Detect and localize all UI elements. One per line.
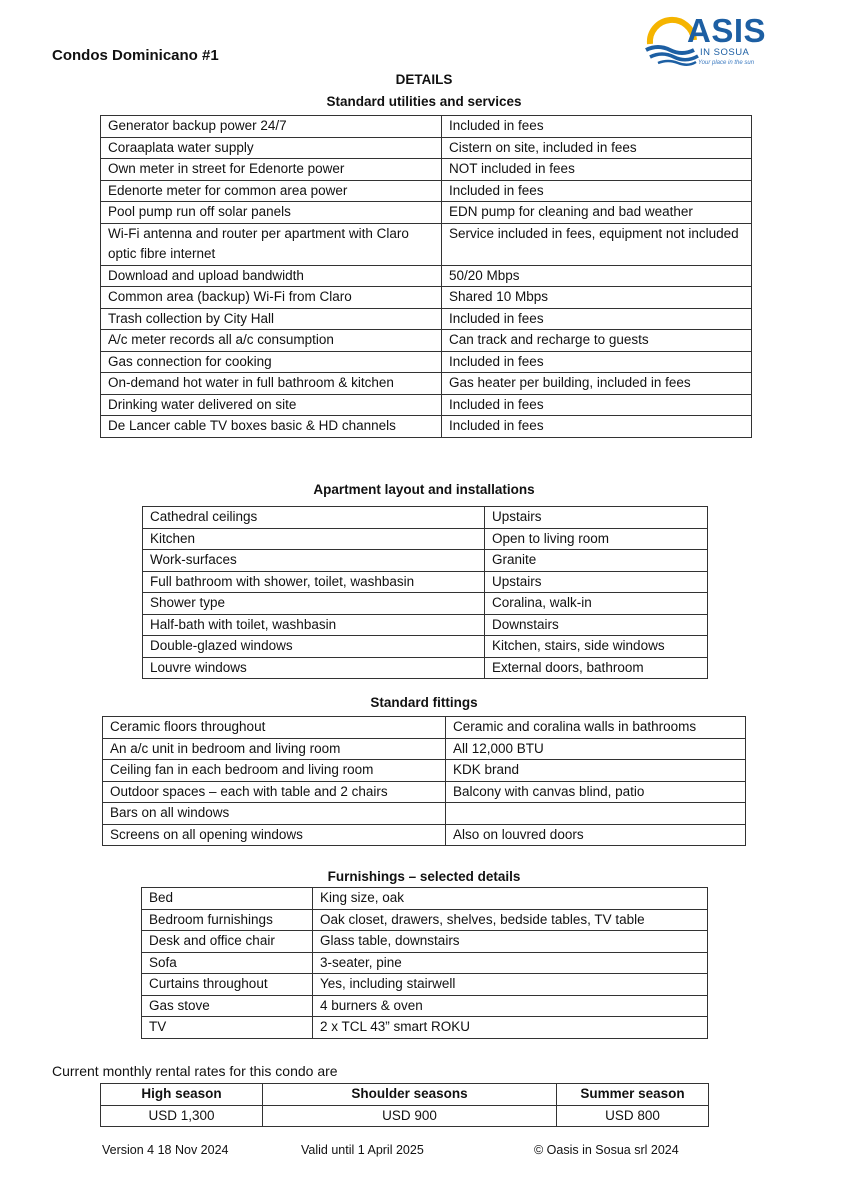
row-label: Louvre windows — [143, 657, 485, 679]
row-value — [446, 803, 746, 825]
table-row — [101, 202, 752, 224]
row-value: Service included in fees, equipment not included — [442, 223, 752, 265]
table-row — [101, 308, 752, 330]
logo-tagline: Your place in the sun — [698, 60, 755, 66]
table-row — [103, 803, 746, 825]
row-label: Sofa — [142, 952, 313, 974]
logo-word: ASIS — [687, 12, 767, 49]
rates-header: Shoulder seasons — [263, 1084, 557, 1106]
table-row — [142, 952, 708, 974]
row-value: Included in fees — [442, 394, 752, 416]
row-label: Half-bath with toilet, washbasin — [143, 614, 485, 636]
row-label: Common area (backup) Wi-Fi from Claro — [101, 287, 442, 309]
row-label: Double-glazed windows — [143, 636, 485, 658]
rates-header: Summer season — [557, 1084, 709, 1106]
rate-value: USD 900 — [263, 1105, 557, 1127]
row-value: Upstairs — [485, 571, 708, 593]
row-label: Ceiling fan in each bedroom and living room — [103, 760, 446, 782]
table-row — [143, 593, 708, 615]
oasis-logo — [644, 10, 794, 72]
table-row — [101, 223, 752, 265]
row-value: Balcony with canvas blind, patio — [446, 781, 746, 803]
furnishings-table — [141, 887, 708, 1039]
row-label: De Lancer cable TV boxes basic & HD channels — [101, 416, 442, 438]
table-row — [142, 888, 708, 910]
row-value: King size, oak — [313, 888, 708, 910]
row-value: Ceramic and coralina walls in bathrooms — [446, 717, 746, 739]
rates-intro: Current monthly rental rates for this condo are — [52, 1063, 338, 1079]
row-label: Gas stove — [142, 995, 313, 1017]
table-row — [143, 507, 708, 529]
row-value: NOT included in fees — [442, 159, 752, 181]
row-value: 4 burners & oven — [313, 995, 708, 1017]
table-row — [101, 116, 752, 138]
row-label: An a/c unit in bedroom and living room — [103, 738, 446, 760]
table-row — [103, 781, 746, 803]
row-label: Bed — [142, 888, 313, 910]
row-label: Ceramic floors throughout — [103, 717, 446, 739]
row-label: Edenorte meter for common area power — [101, 180, 442, 202]
row-label: Coraaplata water supply — [101, 137, 442, 159]
row-label: Wi-Fi antenna and router per apartment with Claro optic fibre internet — [101, 223, 442, 265]
row-label: Trash collection by City Hall — [101, 308, 442, 330]
table-row — [143, 614, 708, 636]
row-value: KDK brand — [446, 760, 746, 782]
row-value: Gas heater per building, included in fees — [442, 373, 752, 395]
row-label: Drinking water delivered on site — [101, 394, 442, 416]
logo-subtitle: IN SOSUA — [700, 47, 750, 58]
table-row — [143, 528, 708, 550]
table-row — [101, 180, 752, 202]
footer-version: Version 4 18 Nov 2024 — [102, 1143, 229, 1157]
table-row — [101, 394, 752, 416]
row-value: Granite — [485, 550, 708, 572]
layout-table — [142, 506, 708, 679]
table-row — [103, 738, 746, 760]
row-value: Kitchen, stairs, side windows — [485, 636, 708, 658]
row-value: Upstairs — [485, 507, 708, 529]
row-value: Cistern on site, included in fees — [442, 137, 752, 159]
row-value: Oak closet, drawers, shelves, bedside tables, TV table — [313, 909, 708, 931]
row-value: Coralina, walk-in — [485, 593, 708, 615]
row-value: Included in fees — [442, 351, 752, 373]
table-row — [101, 265, 752, 287]
row-value: Downstairs — [485, 614, 708, 636]
document-title: Condos Dominicano #1 — [52, 47, 219, 64]
row-value: Shared 10 Mbps — [442, 287, 752, 309]
row-value: Open to living room — [485, 528, 708, 550]
row-label: Pool pump run off solar panels — [101, 202, 442, 224]
row-value: All 12,000 BTU — [446, 738, 746, 760]
row-label: On-demand hot water in full bathroom & kitchen — [101, 373, 442, 395]
row-label: Work-surfaces — [143, 550, 485, 572]
row-label: Full bathroom with shower, toilet, washbasin — [143, 571, 485, 593]
row-label: Desk and office chair — [142, 931, 313, 953]
row-label: Kitchen — [143, 528, 485, 550]
row-value: 2 x TCL 43” smart ROKU — [313, 1017, 708, 1039]
table-row — [103, 824, 746, 846]
rates-table — [100, 1083, 709, 1127]
row-label: Cathedral ceilings — [143, 507, 485, 529]
utilities-title: Standard utilities and services — [326, 94, 522, 109]
table-row — [103, 760, 746, 782]
footer-copyright: © Oasis in Sosua srl 2024 — [534, 1143, 679, 1157]
row-label: Screens on all opening windows — [103, 824, 446, 846]
row-label: Bedroom furnishings — [142, 909, 313, 931]
row-label: Generator backup power 24/7 — [101, 116, 442, 138]
row-label: TV — [142, 1017, 313, 1039]
row-label: A/c meter records all a/c consumption — [101, 330, 442, 352]
table-row — [143, 571, 708, 593]
rates-value-row — [101, 1105, 709, 1127]
utilities-table — [100, 115, 752, 438]
table-row — [142, 909, 708, 931]
row-value: Also on louvred doors — [446, 824, 746, 846]
table-row — [101, 330, 752, 352]
table-row — [101, 373, 752, 395]
table-row — [101, 287, 752, 309]
rate-value: USD 1,300 — [101, 1105, 263, 1127]
row-value: 50/20 Mbps — [442, 265, 752, 287]
row-label: Shower type — [143, 593, 485, 615]
row-value: Yes, including stairwell — [313, 974, 708, 996]
row-value: External doors, bathroom — [485, 657, 708, 679]
row-value: Included in fees — [442, 416, 752, 438]
details-heading: DETAILS — [395, 72, 453, 87]
row-label: Download and upload bandwidth — [101, 265, 442, 287]
layout-title: Apartment layout and installations — [313, 482, 535, 497]
row-label: Own meter in street for Edenorte power — [101, 159, 442, 181]
row-value: Glass table, downstairs — [313, 931, 708, 953]
row-value: Included in fees — [442, 180, 752, 202]
row-label: Bars on all windows — [103, 803, 446, 825]
row-value: 3-seater, pine — [313, 952, 708, 974]
row-label: Gas connection for cooking — [101, 351, 442, 373]
table-row — [101, 351, 752, 373]
row-value: Can track and recharge to guests — [442, 330, 752, 352]
rates-header-row — [101, 1084, 709, 1106]
row-label: Curtains throughout — [142, 974, 313, 996]
table-row — [143, 550, 708, 572]
table-row — [142, 931, 708, 953]
fittings-title: Standard fittings — [370, 695, 478, 710]
rates-header: High season — [101, 1084, 263, 1106]
fittings-table — [102, 716, 746, 846]
row-label: Outdoor spaces – each with table and 2 chairs — [103, 781, 446, 803]
table-row — [143, 657, 708, 679]
table-row — [142, 1017, 708, 1039]
table-row — [142, 995, 708, 1017]
table-row — [103, 717, 746, 739]
row-value: Included in fees — [442, 308, 752, 330]
table-row — [142, 974, 708, 996]
rate-value: USD 800 — [557, 1105, 709, 1127]
row-value: EDN pump for cleaning and bad weather — [442, 202, 752, 224]
footer-valid: Valid until 1 April 2025 — [301, 1143, 424, 1157]
table-row — [101, 137, 752, 159]
table-row — [143, 636, 708, 658]
furnishings-title: Furnishings – selected details — [327, 869, 521, 884]
table-row — [101, 159, 752, 181]
table-row — [101, 416, 752, 438]
row-value: Included in fees — [442, 116, 752, 138]
